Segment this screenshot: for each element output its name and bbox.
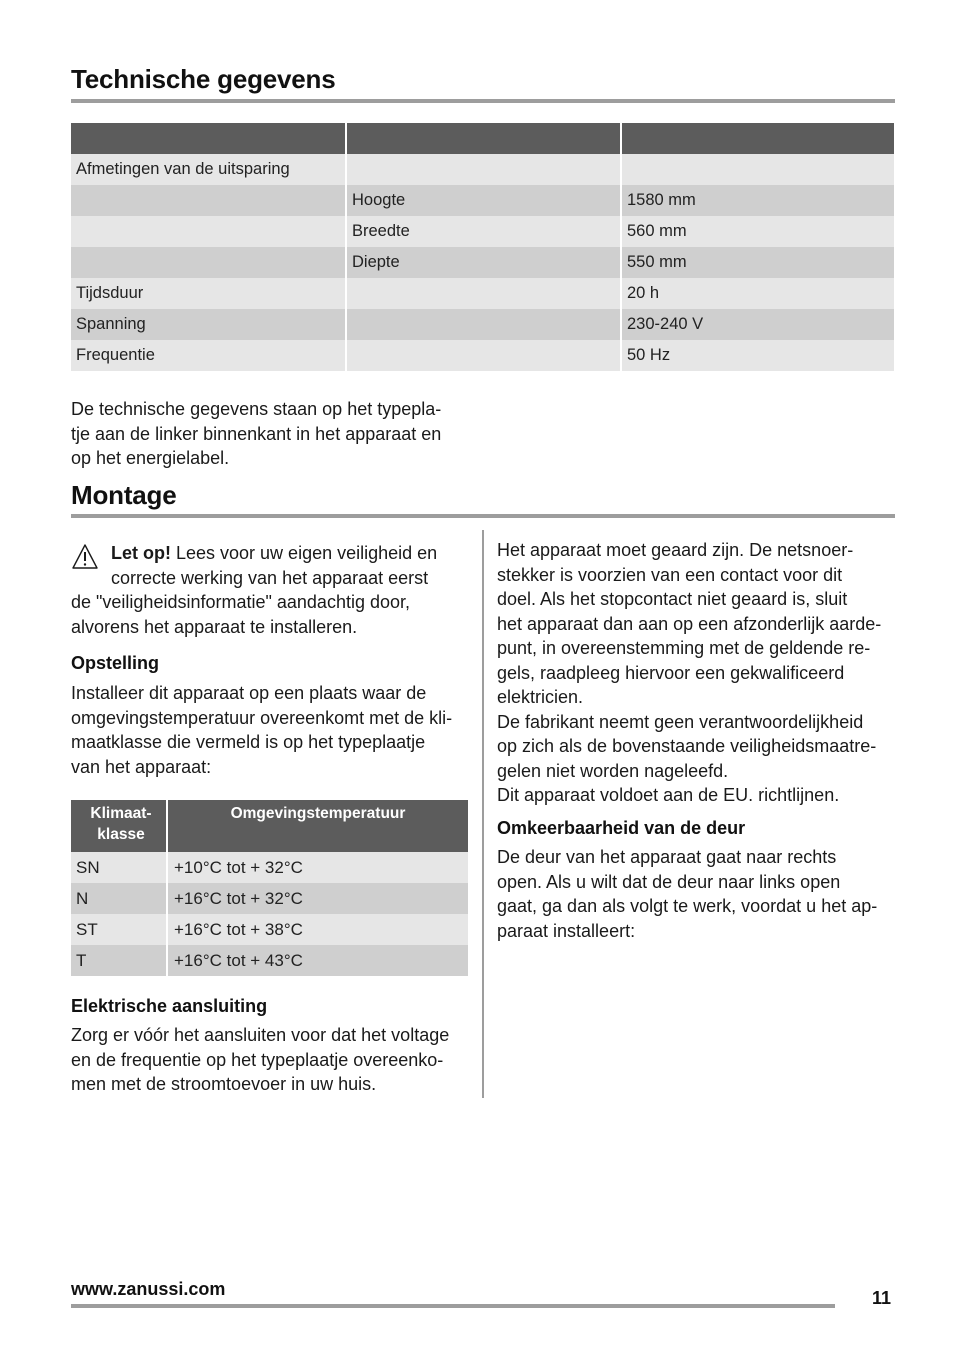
elektrisch-text: Zorg er vóór het aansluiten voor dat het voltage en de frequentie op het typeplaatje overeenko- men met de stroomtoevoer in uw huis. <box>71 1025 450 1094</box>
table-row <box>71 216 894 247</box>
table-row <box>71 247 894 278</box>
table-cell <box>71 216 345 247</box>
table-cell <box>71 185 345 216</box>
opstelling-text: Installeer dit apparaat op een plaats waar de omgevingstemperatuur overeenkomt met de kli- maatklasse die vermeld is op het typeplaatje van het apparaat: <box>71 683 453 777</box>
table-row <box>71 914 468 945</box>
table-row <box>71 883 468 914</box>
table-cell: Breedte <box>347 216 620 247</box>
table-cell: Hoogte <box>347 185 620 216</box>
climate-class-table <box>71 800 468 976</box>
grounding-text: Het apparaat moet geaard zijn. De netsnoer- stekker is voorzien van een contact voor dit doel. Als het stopcontact niet geaard is, sluit het apparaat dan aan op een afzonderlijk aarde- punt, in overeenstemming met de geldende re- gels, raadpleeg hiervoor een gekwalificeerd elektricien. De fabrikant neemt geen verantwoordelijkheid op zich als de bovenstaande veiligheidsmaatre- gelen niet worden nageleefd. Dit apparaat voldoet aan de EU. richtlijnen. <box>497 540 882 805</box>
table-cell: N <box>71 883 166 914</box>
table-cell: +16°C tot + 32°C <box>168 883 468 914</box>
table-row <box>71 154 894 185</box>
table-cell <box>347 278 620 309</box>
deur-text: De deur van het apparaat gaat naar rechts open. Als u wilt dat de deur naar links open gaat, ga dan als volgt te werk, voordat u het ap- paraat installeert: <box>497 847 878 941</box>
table-cell <box>347 154 620 185</box>
section-rule <box>71 514 895 518</box>
footer-website-link[interactable]: www.zanussi.com <box>71 1279 226 1299</box>
header-climate-class: Klimaat- klasse <box>71 800 166 852</box>
table-cell: SN <box>71 852 166 883</box>
warning-text-continued: de "veiligheidsinformatie" aandachtig door, alvorens het apparaat te installeren. <box>71 592 410 637</box>
section-rule <box>71 99 895 103</box>
table-cell: 550 mm <box>622 247 894 278</box>
table-cell: 20 h <box>622 278 894 309</box>
table-cell <box>71 247 345 278</box>
warning-triangle-icon <box>71 543 99 575</box>
table-cell: Diepte <box>347 247 620 278</box>
table-cell: T <box>71 945 166 976</box>
table-cell: 230-240 V <box>622 309 894 340</box>
warning-text: Let op! Lees voor uw eigen veiligheid en correcte werking van het apparaat eerst <box>111 543 438 588</box>
table-row <box>71 852 468 883</box>
table-cell <box>347 340 620 371</box>
table-cell <box>347 309 620 340</box>
technical-note: De technische gegevens staan op het typepla- tje aan de linker binnenkant in het apparaat en op het energielabel. <box>71 399 442 468</box>
subheading-elektrische-aansluiting: Elektrische aansluiting <box>71 996 268 1016</box>
section-title-technical: Technische gegevens <box>71 64 336 94</box>
table-row <box>71 340 894 371</box>
table-cell <box>622 154 894 185</box>
section-title-montage: Montage <box>71 480 177 510</box>
table-row <box>71 309 894 340</box>
table-cell: Spanning <box>71 309 345 340</box>
table-cell: +16°C tot + 38°C <box>168 914 468 945</box>
table-cell: Frequentie <box>71 340 345 371</box>
table-cell: 50 Hz <box>622 340 894 371</box>
table-cell: +10°C tot + 32°C <box>168 852 468 883</box>
column-divider <box>482 530 484 1098</box>
table-row <box>71 945 468 976</box>
table-cell: 560 mm <box>622 216 894 247</box>
header-ambient-temperature: Omgevingstemperatuur <box>168 800 468 852</box>
technical-data-table <box>71 123 894 371</box>
table-header-row <box>71 123 894 154</box>
footer-rule <box>71 1304 835 1308</box>
table-row <box>71 278 894 309</box>
table-cell: ST <box>71 914 166 945</box>
table-header-row <box>71 800 468 852</box>
warning-label: Let op! <box>111 543 171 563</box>
table-cell: 1580 mm <box>622 185 894 216</box>
table-cell: Afmetingen van de uitsparing <box>71 154 345 185</box>
subheading-opstelling: Opstelling <box>71 653 160 673</box>
table-cell: +16°C tot + 43°C <box>168 945 468 976</box>
table-row <box>71 185 894 216</box>
page-number: 11 <box>872 1288 892 1308</box>
subheading-omkeerbaarheid: Omkeerbaarheid van de deur <box>497 818 746 838</box>
table-cell: Tijdsduur <box>71 278 345 309</box>
